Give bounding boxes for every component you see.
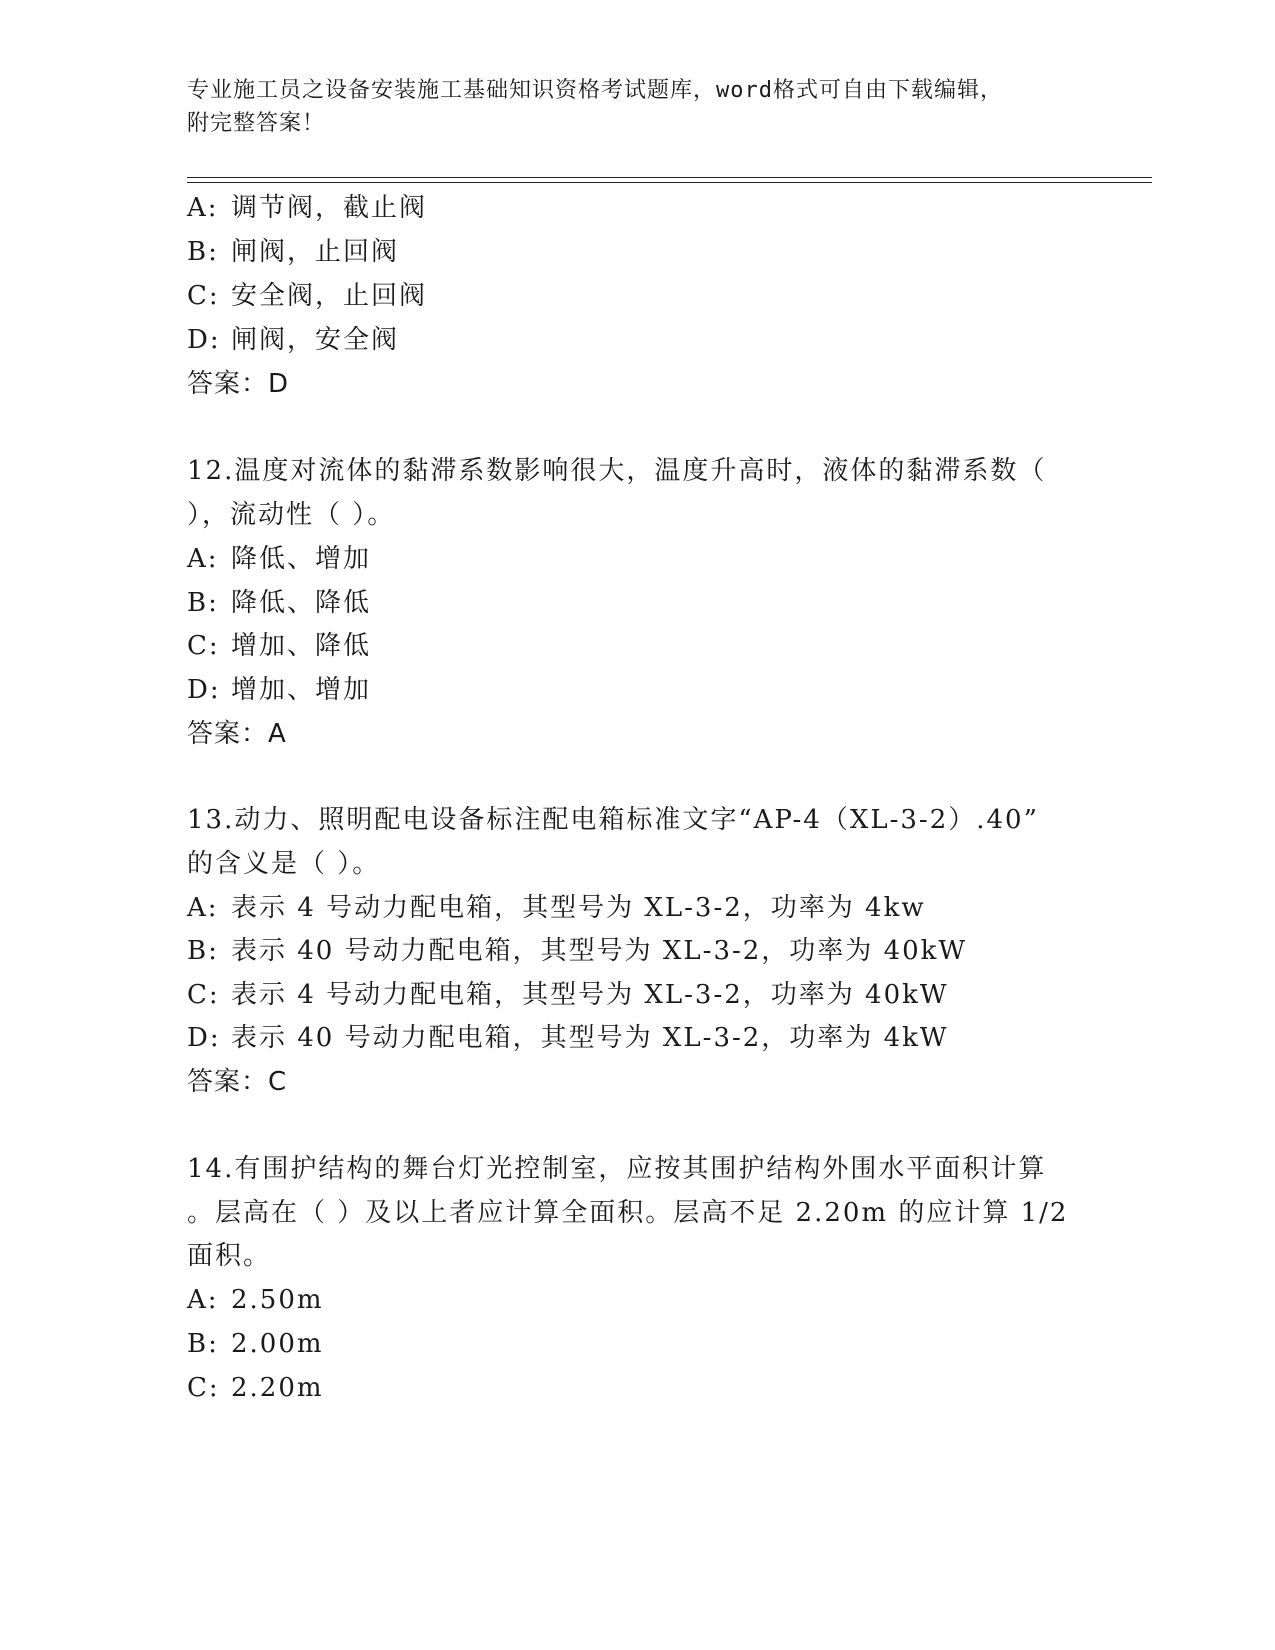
q13-stem-line-2: 的含义是（ ）。 xyxy=(187,849,381,879)
q13-stem-line-1: 13.动力、照明配电设备标注配电箱标准文字“AP-4（XL-3-2）.40” xyxy=(187,805,1039,835)
q14-option-c: C: 2.20m xyxy=(187,1373,324,1403)
header-title-line-1: 专业施工员之设备安装施工基础知识资格考试题库，word格式可自由下载编辑， xyxy=(187,78,1003,103)
q14-option-b: B: 2.00m xyxy=(187,1329,324,1359)
q11-option-d: D: 闸阀，安全阀 xyxy=(187,325,400,355)
header-divider-bottom xyxy=(187,182,1152,183)
q11-option-c: C: 安全阀，止回阀 xyxy=(187,281,428,311)
q13-answer: 答案：C xyxy=(187,1067,288,1097)
header-title-line-2: 附完整答案！ xyxy=(187,111,326,136)
q12-answer: 答案：A xyxy=(187,719,287,749)
q12-option-d: D: 增加、增加 xyxy=(187,675,372,705)
q14-stem-line-2: 。层高在（ ）及以上者应计算全面积。层高不足 2.20m 的应计算 1/2 xyxy=(187,1198,1069,1228)
q13-option-c: C: 表示 4 号动力配电箱，其型号为 XL-3-2，功率为 40kW xyxy=(187,980,949,1010)
q14-stem-line-1: 14.有围护结构的舞台灯光控制室，应按其围护结构外围水平面积计算 xyxy=(187,1154,1047,1184)
q12-stem-line-2: ），流动性（ ）。 xyxy=(187,500,396,530)
q11-option-b: B: 闸阀，止回阀 xyxy=(187,237,400,267)
q12-option-a: A: 降低、增加 xyxy=(187,544,372,574)
q11-option-a: A: 调节阀，截止阀 xyxy=(187,193,428,223)
q14-option-a: A: 2.50m xyxy=(187,1285,324,1315)
q12-stem-line-1: 12.温度对流体的黏滞系数影响很大，温度升高时，液体的黏滞系数（ xyxy=(187,456,1047,486)
header-divider-top xyxy=(187,177,1152,178)
q13-option-d: D: 表示 40 号动力配电箱，其型号为 XL-3-2，功率为 4kW xyxy=(187,1023,949,1053)
document-header xyxy=(187,74,1087,140)
q11-answer: 答案：D xyxy=(187,369,290,399)
q12-option-b: B: 降低、降低 xyxy=(187,588,372,618)
q12-option-c: C: 增加、降低 xyxy=(187,631,372,661)
q14-stem-line-3: 面积。 xyxy=(187,1241,272,1271)
q13-option-a: A: 表示 4 号动力配电箱，其型号为 XL-3-2，功率为 4kw xyxy=(187,893,926,923)
q13-option-b: B: 表示 40 号动力配电箱，其型号为 XL-3-2，功率为 40kW xyxy=(187,936,968,966)
